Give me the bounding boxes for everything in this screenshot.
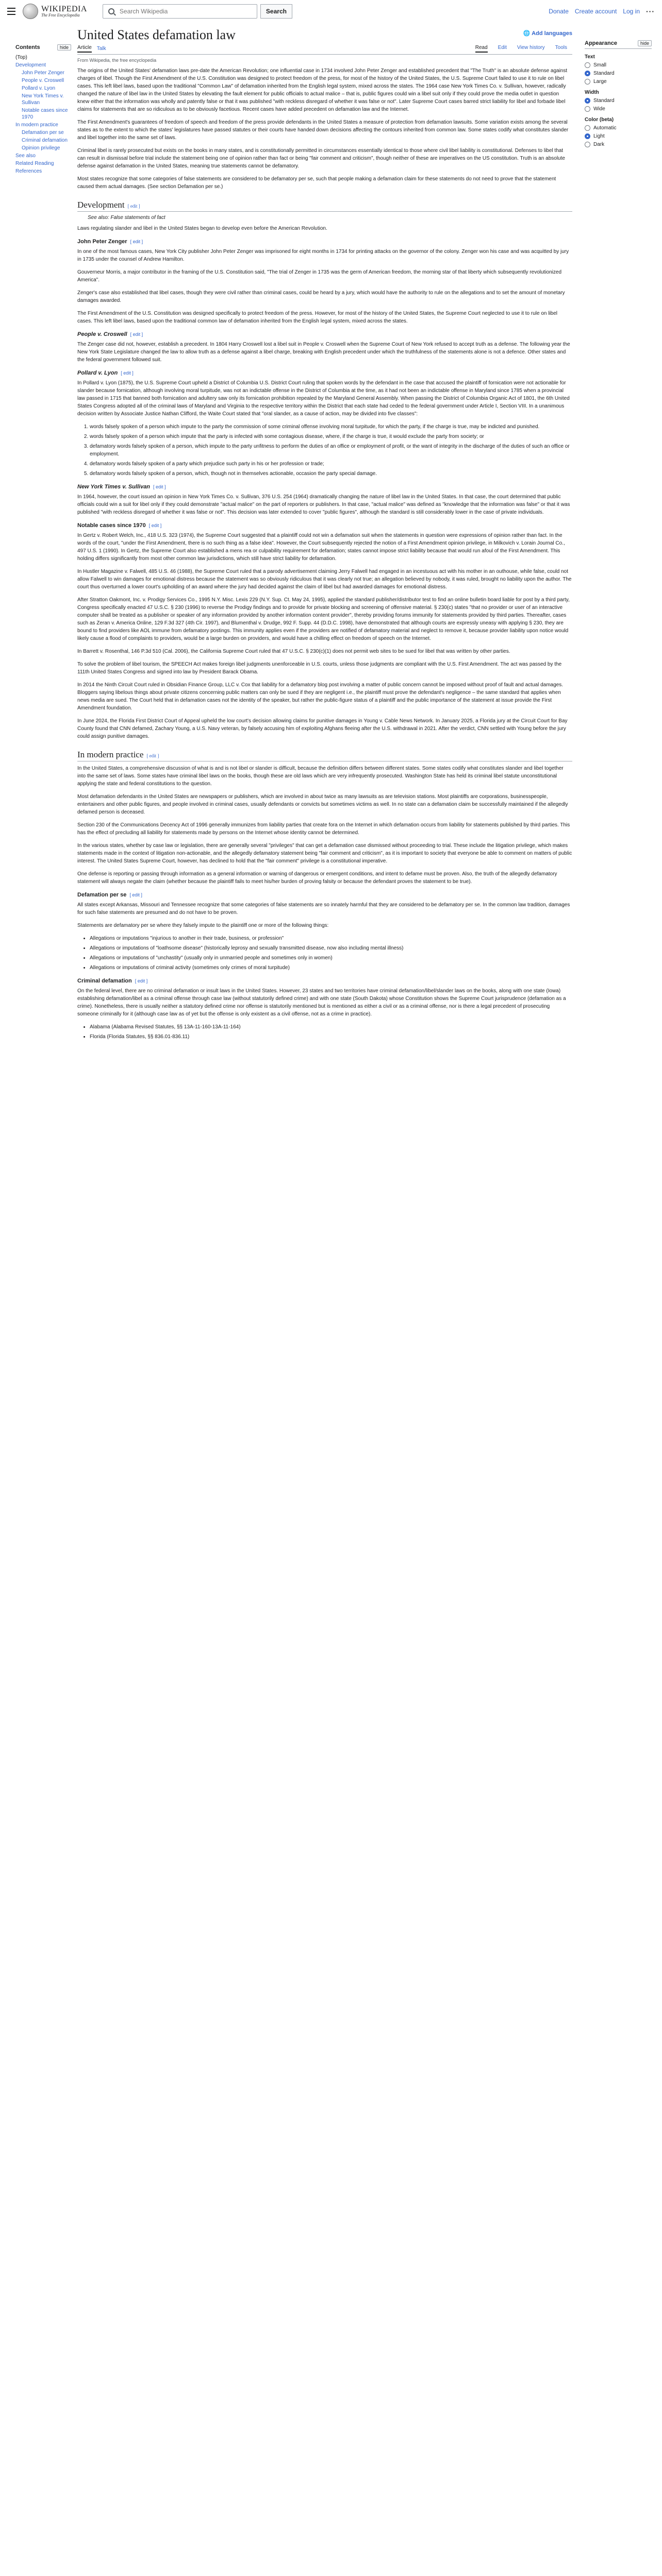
toc-item[interactable]: See also xyxy=(15,153,36,159)
appearance-hide-button[interactable]: hide xyxy=(638,40,652,46)
toc-item[interactable]: People v. Croswell xyxy=(22,78,64,83)
list-item: • Florida (Florida Statutes, §§ 836.01-836.11) xyxy=(90,1033,572,1041)
list-item: 5. defamatory words falsely spoken of a person, which, though not in themselves actionable, occasion the party special damage. xyxy=(90,470,572,478)
width-label: Width xyxy=(585,90,599,95)
paragraph: All states except Arkansas, Missouri and Tennessee recognize that some categories of false statements are so innately harmful that they are considered to be defamatory per se. In the common law tradition, damages for such false statements are presumed and do not have to be proven. xyxy=(77,902,570,916)
search-input[interactable] xyxy=(119,7,257,15)
section-heading-modern-practice: In modern practice [ edit ] xyxy=(77,750,572,761)
color-option[interactable] xyxy=(585,142,652,147)
wikipedia-globe-icon xyxy=(23,4,38,19)
main-content xyxy=(77,23,572,1046)
site-header xyxy=(0,0,662,23)
paragraph: In Pollard v. Lyon (1875), the U.S. Supreme Court upheld a District of Columbia U.S. District Court ruling that spoken words by the defendant in the case that accused the plaintiff of fornication were not actionable for slander because fornication, although involving moral turpitude, was not an indictable offense in the District of Columbia at the time, as it had not been an indictable offense in Maryland since 1785 when a provincial law passed in 1715 that banned both fornication and adultery saw only its fornication prohibition repealed by the Maryland General Assembly. When passing the District of Columbia Organic Act of 1801, the 6th United States Congress adopted all of the criminal laws of Maryland and Virginia to the respective territory within the District that each state had ceded to the federal government under Article I, Section VIII. In a unanimous decision written by Associate Justice Nathan Clifford, the Waite Court stated that "oral slander, as a cause of action, may be divided into five classes": xyxy=(77,380,570,417)
paragraph: In one of the most famous cases, New York City publisher John Peter Zenger was imprisoned for eight months in 1734 for printing attacks on the governor of the colony. Zenger won his case and was acquitted by jury in 1735 under the counsel of Andrew Hamilton. xyxy=(77,249,569,262)
toc-title: Contents xyxy=(15,44,40,50)
toc-item[interactable]: References xyxy=(15,168,42,174)
section-heading-sullivan: New York Times v. Sullivan [ edit ] xyxy=(77,484,166,490)
toc-item[interactable]: Defamation per se xyxy=(22,130,64,135)
section-heading-per-se: Defamation per se [ edit ] xyxy=(77,892,142,898)
color-option-label: Automatic xyxy=(593,125,617,131)
edit-section-link[interactable]: [ edit ] xyxy=(135,978,148,984)
paragraph: In 2014 the Ninth Circuit Court ruled in Obsidian Finance Group, LLC v. Cox that liability for a defamatory blog post involving a matter of public concern cannot be imposed without proof of fault and actual damages. Bloggers saying libelous things about private citizens concerning public matters can only be sued if they are negligent i.e., the plaintiff must prove the defendant's negligence – the same standard that applies when news media are sued. The Court held that in defamation cases not the identity of the speaker, but rather the public-figure status of a plaintiff and the public importance of the statement at issue provide the First Amendment foundation. xyxy=(77,682,563,711)
list-item: • Allegations or imputations of "unchastity" (usually only in unmarried people and sometimes only in women) xyxy=(90,954,572,962)
paragraph: The First Amendment of the U.S. Constitution was designed specifically to protect freedom of the press. However, for most of the history of the United States, the Supreme Court neglected to use it to rule on libel cases. This left libel laws, based upon the traditional common law of defamation inherited from the English legal system, mixed across the states. xyxy=(77,311,558,324)
hatnote: See also: False statements of fact xyxy=(88,215,166,221)
paragraph: In the various states, whether by case law or legislation, there are generally several "privileges" that can get a defamation case dismissed without proceeding to trial. These include the litigation privilege, which makes statements made in the context of litigation non-actionable, and the allegedly defamatory statement being "fair comment and criticism", as it is important to society that everyone be able to comment on matters of public interest. The United States Supreme Court, however, has declined to hold that the "fair comment" privilege is a constitutional imperative. xyxy=(77,843,572,864)
add-languages-button[interactable]: 🌐 Add languages xyxy=(523,30,572,37)
paragraph: In Gertz v. Robert Welch, Inc., 418 U.S. 323 (1974), the Supreme Court suggested that a plaintiff could not win a defamation suit when the statements in question were expressions of opinion rather than fact. In the words of the court, "under the First Amendment, there is no such thing as a false idea". However, the Court subsequently rejected the notion of a First Amendment opinion privilege, in Milkovich v. Lorain Journal Co., 497 U.S. 1 (1990). In Gertz, the Supreme Court also established a mens rea or culpability requirement for defamation; states cannot impose strict liability because that would run afoul of the First Amendment. This holding differs significantly from most other common law jurisdictions, which still have strict liability for defamation. xyxy=(77,533,565,562)
search-box xyxy=(103,4,257,19)
paragraph: Section 230 of the Communications Decency Act of 1996 generally immunizes from liability parties that create fora on the Internet in which defamation occurs from liability for statements published by third parties. This has the effect of precluding all liability for statements made by persons on the Internet whose identity cannot be determined. xyxy=(77,822,570,836)
intro-paragraph: The First Amendment's guarantees of freedom of speech and freedom of the press provide defendants in the United States a measure of protection from defamation lawsuits. Some variation exists among the several states as to the extent to which the states' legislatures have passed statutes or their courts have handed down decisions affecting the contours inherited from common law. Some states codify what constitutes slander and libel together into the same set of laws. xyxy=(77,120,569,141)
color-option[interactable] xyxy=(585,133,652,139)
paragraph: In Hustler Magazine v. Falwell, 485 U.S. 46 (1988), the Supreme Court ruled that a parody advertisement claiming Jerry Falwell had engaged in an incestuous act with his mother in an outhouse, while false, could not allow Falwell to win damages for emotional distress because the statement was so obviously ridiculous that it was clearly not true; an allegation believed by nobody, it was ruled, brought no liability upon the author. The court thus overturned a lower court's upholding of an award where the jury had decided against the claim of libel but had awarded damages for emotional distress. xyxy=(77,569,572,590)
toc-hide-button[interactable]: hide xyxy=(57,44,71,50)
radio-icon[interactable] xyxy=(585,133,590,139)
toc-item[interactable]: Notable cases since 1970 xyxy=(22,108,68,120)
paragraph: After Stratton Oakmont, Inc. v. Prodigy Services Co., 1995 N.Y. Misc. Lexis 229 (N.Y. Sup. Ct. May 24, 1995), applied the standard publisher/distributor test to find an online bulletin board liable for post by a third party, Congress specifically enacted 47 U.S.C. § 230 (1996) to reverse the Prodigy findings and to provide for private blocking and screening of offensive material. § 230(c) states "that no provider or user of an interactive computer shall be treated as a publisher or speaker of any information provided by another information content provider", thereby providing forums immunity for statements provided by third parties. Thereafter, cases such as Zeran v. America Online, 129 F.3d 327 (4th Cir. 1997), and Blumenthal v. Drudge, 992 F. Supp. 44 (D.D.C. 1998), have demonstrated that although courts are expressly uneasy with applying § 230, they are bound to find providers like AOL immune from defamatory postings. This immunity applies even if the providers are notified of defamatory material and neglect to remove it, because provider liability upon notice would likely cause a flood of complaints to providers, would be a large burden on providers, and would have a chilling effect on freedom of speech on the Internet. xyxy=(77,597,570,641)
wikipedia-logo[interactable] xyxy=(23,4,87,19)
radio-icon[interactable] xyxy=(585,62,590,68)
list-item: 1. words falsely spoken of a person which impute to the party the commission of some criminal offense involving moral turpitude, for which the party, if the charge is true, may be indicted and punished. xyxy=(90,423,572,431)
search-button[interactable]: Search xyxy=(260,4,292,19)
paragraph: In 1964, however, the court issued an opinion in New York Times Co. v. Sullivan, 376 U.S. 254 (1964) dramatically changing the nature of libel law in the United States. In that case, the court determined that public officials could win a suit for libel only if they could demonstrate "actual malice" on the part of reporters or publishers. In that case, "actual malice" was defined as "knowledge that the information was false" or that it was published "with reckless disregard of whether it was false or not". This decision was later extended to cover "public figures", although the standard is still considerably lower in the case of private individuals. xyxy=(77,494,570,515)
criminal-statutes-list xyxy=(77,1023,572,1041)
toc-item[interactable]: New York Times v. Sullivan xyxy=(22,93,64,106)
radio-icon[interactable] xyxy=(585,98,590,104)
wordmark-top: WIKIPEDIA xyxy=(41,5,87,13)
paragraph: In June 2024, the Florida First District Court of Appeal upheld the low court's decision allowing claims for punitive damages in Young v. Cable News Network. In January 2025, a Florida jury at the Circuit Court for Bay County found that CNN defamed, Zachary Young, a U.S. Navy veteran, by falsely accusing him of exploiting Afghans fleeing after the U.S. withdrawal in 2021. After the verdict, CNN settled with Young before the jury could assign punitive damages. xyxy=(77,718,568,739)
width-option-label: Wide xyxy=(593,106,605,112)
text-size-option-label: Small xyxy=(593,62,607,68)
toc-item[interactable]: Pollard v. Lyon xyxy=(22,86,56,91)
section-heading-criminal-defamation: Criminal defamation [ edit ] xyxy=(77,978,148,984)
text-size-label: Text xyxy=(585,54,595,60)
edit-section-link[interactable]: [ edit ] xyxy=(153,484,166,489)
radio-icon[interactable] xyxy=(585,106,590,112)
paragraph: To solve the problem of libel tourism, the SPEECH Act makes foreign libel judgments unenforceable in U.S. courts, unless those judgments are compliant with the U.S. First Amendment. The act was passed by the 111th United States Congress and signed into law by President Barack Obama. xyxy=(77,662,562,675)
pollard-classes-list xyxy=(77,423,572,478)
tab-tools[interactable]: Tools xyxy=(555,45,567,50)
tab-edit[interactable]: Edit xyxy=(498,45,507,50)
main-menu-icon[interactable] xyxy=(5,5,18,18)
list-item: • Allegations or imputations "injurious to another in their trade, business, or profession" xyxy=(90,935,572,942)
toc-item[interactable]: John Peter Zenger xyxy=(22,70,64,76)
edit-section-link[interactable]: [ edit ] xyxy=(129,892,142,897)
radio-icon[interactable] xyxy=(585,142,590,147)
text-size-option[interactable] xyxy=(585,71,652,76)
section-heading-croswell: People v. Croswell [ edit ] xyxy=(77,331,143,337)
radio-icon[interactable] xyxy=(585,71,590,76)
table-of-contents xyxy=(15,44,71,175)
color-label: Color (beta) xyxy=(585,117,614,123)
color-option-label: Light xyxy=(593,133,605,139)
appearance-title: Appearance xyxy=(585,40,617,46)
text-size-option[interactable] xyxy=(585,62,652,68)
toc-item[interactable]: Development xyxy=(15,62,46,68)
edit-section-link[interactable]: [ edit ] xyxy=(130,332,143,337)
list-item: • Allegations or imputations of criminal activity (sometimes only crimes of moral turpitude) xyxy=(90,964,572,972)
tab-read[interactable]: Read xyxy=(475,45,488,53)
edit-section-link[interactable]: [ edit ] xyxy=(121,370,134,376)
text-size-option-label: Standard xyxy=(593,71,615,76)
tab-view-history[interactable]: View history xyxy=(517,45,545,50)
paragraph: In the United States, a comprehensive discussion of what is and is not libel or slander is difficult, because the definition differs between different states. Some states codify what constitutes slander and libel together into the same set of laws. Some states have criminal libel laws on the books, though these are old laws which are very infrequently prosecuted. Washington State has held its criminal libel statute unconstitutional applying the state and federal constitutions to the question. xyxy=(77,766,564,787)
list-item: 4. defamatory words falsely spoken of a party which prejudice such party in his or her profession or trade; xyxy=(90,460,572,468)
text-size-option-label: Large xyxy=(593,79,607,84)
intro-paragraph: Criminal libel is rarely prosecuted but exists on the books in many states, and is constitutionally permitted in circumstances essentially identical to those where civil libel liability is constitutional. Defenses to libel that can result in dismissal before trial include the statement being one of opinion rather than fact or being "fair comment and criticism", though neither of these are imperatives on the US constitution. Truth is an absolute defense against defamation in the United States, meaning true statements cannot be defamatory. xyxy=(77,148,565,169)
list-item: 2. words falsely spoken of a person which impute that the party is infected with some contagious disease, where, if the charge is true, it would exclude the party from society; or xyxy=(90,433,572,440)
edit-section-link[interactable]: [ edit ] xyxy=(146,753,159,758)
tab-article[interactable]: Article xyxy=(77,45,92,53)
create-account-link[interactable]: Create account xyxy=(574,8,617,15)
toc-item[interactable]: In modern practice xyxy=(15,122,58,128)
list-item: • Allegations or imputations of "loathsome disease" (historically leprosy and sexually transmitted disease, now also including mental illness) xyxy=(90,944,572,952)
appearance-panel xyxy=(585,40,652,150)
toc-item[interactable]: Related Reading xyxy=(15,161,54,166)
radio-icon[interactable] xyxy=(585,79,590,84)
section-heading-development: Development [ edit ] xyxy=(77,200,572,212)
paragraph: On the federal level, there are no criminal defamation or insult laws in the United States. However, 23 states and two territories have criminal defamation/libel/slander laws on the books, along with one state (Iowa) establishing defamation/libel as a criminal offense through case law (without statutorily defined crime) and with one state (South Dakota) whose Constitution shows the Supreme Court jurisprudence (defamation as a crime). Nonetheless, there is usually neither a statutory defined crime nor offense is statutorily mentioned but is mentioned as either a civil or as a criminal offense, nor is there a legal precedent of prosecuting someone criminally for it (although case law as of yet but the offense is only existent as a civil offense, not as a crime in practice). xyxy=(77,988,566,1017)
width-option[interactable] xyxy=(585,106,652,112)
tab-talk[interactable]: Talk xyxy=(96,46,106,52)
more-options-icon[interactable]: ··· xyxy=(646,7,655,15)
page-title: United States defamation law xyxy=(77,27,236,42)
donate-link[interactable]: Donate xyxy=(549,8,569,15)
toc-item[interactable]: (Top) xyxy=(15,55,27,60)
edit-section-link[interactable]: [ edit ] xyxy=(130,239,143,244)
radio-icon[interactable] xyxy=(585,125,590,131)
site-subtitle: From Wikipedia, the free encyclopedia xyxy=(77,58,157,63)
paragraph: In Barrett v. Rosenthal, 146 P.3d 510 (Cal. 2006), the California Supreme Court ruled that 47 U.S.C. § 230(c)(1) does not permit web sites to be sued for libel that was written by other parties. xyxy=(77,649,510,654)
section-heading-zenger: John Peter Zenger [ edit ] xyxy=(77,239,143,245)
login-link[interactable]: Log in xyxy=(623,8,640,15)
wordmark-bottom: The Free Encyclopedia xyxy=(41,13,80,18)
color-option[interactable] xyxy=(585,125,652,131)
text-size-option[interactable] xyxy=(585,79,652,84)
intro-paragraph: The origins of the United States' defamation laws pre-date the American Revolution; one influential case in 1734 involved John Peter Zenger and established precedent that "The Truth" is an absolute defense against charges of libel. Though the First Amendment of the U.S. Constitution was designed to protect freedom of the press, for most of the history of the United States, the U.S. Supreme Court failed to use it to rule on libel cases. This left libel laws, based upon the traditional "Common Law" of defamation inherited from the English legal system, mixed across the states. The 1964 case New York Times Co. v. Sullivan, however, radically changed the nature of libel law in the United States by elevating the fault element for public officials to actual malice – that is, public figures could win a libel suit only if they could prove the media outlet in question knew either that the information was wholly and patently false or that it was published "with reckless disregard of whether it was false or not". Later Supreme Court cases barred strict liability for libel and forbade libel claims for statements that are so ridiculous as to be obviously facetious. Recent cases have added precedent on defamation law and the Internet. xyxy=(77,68,568,112)
toc-item[interactable]: Opinion privilege xyxy=(22,145,60,151)
section-heading-since-1970: Notable cases since 1970 [ edit ] xyxy=(77,522,162,529)
intro-paragraph: Most states recognize that some categories of false statements are considered to be defamatory per se, such that people making a defamation claim for these statements do not need to prove that the statement caused them actual damages. (See section Defamation per se.) xyxy=(77,176,556,190)
width-option-label: Standard xyxy=(593,98,615,104)
list-item: • Alabama (Alabama Revised Statutes, §§ 13A-11-160-13A-11-164) xyxy=(90,1023,572,1031)
toc-item[interactable]: Criminal defamation xyxy=(22,138,68,143)
color-option-label: Dark xyxy=(593,142,605,147)
page-tabs xyxy=(77,43,572,55)
width-option[interactable] xyxy=(585,98,652,104)
per-se-list xyxy=(77,935,572,972)
edit-section-link[interactable]: [ edit ] xyxy=(148,523,162,528)
paragraph: Most defamation defendants in the United States are newspapers or publishers, which are involved in about twice as many lawsuits as are television stations. Most plaintiffs are corporations, businesspeople, entertainers and other public figures, and people involved in criminal cases, usually defendants or convicts but sometimes victims as well. In no state can a defamation claim be successfully maintained if the allegedly defamed person is deceased. xyxy=(77,794,568,815)
paragraph: Statements are defamatory per se where they falsely impute to the plaintiff one or more of the following things: xyxy=(77,923,329,928)
paragraph: Zenger's case also established that libel cases, though they were civil rather than criminal cases, could be heard by a jury, which would have the authority to rule on the allegations and to set the amount of monetary damages awarded. xyxy=(77,290,565,303)
search-icon xyxy=(108,8,114,14)
paragraph: The Zenger case did not, however, establish a precedent. In 1804 Harry Croswell lost a libel suit in People v. Croswell when the Supreme Court of New York refused to accept truth as a defense. The following year the New York State Legislature changed the law to allow truth as a defense against a libel charge, breaking with English precedent under which the truthfulness of the statements alone is not a defence. Other states and the federal government followed suit. xyxy=(77,342,570,363)
paragraph: One defense is reporting or passing through information as a general information or warning of dangerous or emergent conditions, and intent to defame must be proven. Also, the truth of the allegedly defamatory statement will always negate the claim (whether because the plaintiff fails to meet his/her burden of proving falsity or because the defendant proves the statement to be true). xyxy=(77,871,557,885)
edit-section-link[interactable]: [ edit ] xyxy=(127,204,140,209)
paragraph: Laws regulating slander and libel in the United States began to develop even before the American Revolution. xyxy=(77,226,327,231)
paragraph: Gouverneur Morris, a major contributor in the framing of the U.S. Constitution said, "The trial of Zenger in 1735 was the germ of American freedom, the morning star of that liberty which subsequently revolutionized America". xyxy=(77,269,562,283)
section-heading-pollard: Pollard v. Lyon [ edit ] xyxy=(77,370,134,376)
list-item: 3. defamatory words falsely spoken of a person, which impute to the party unfitness to perform the duties of an office or employment of profit, or the want of integrity in the discharge of the duties of such an office or employment. xyxy=(90,443,572,458)
